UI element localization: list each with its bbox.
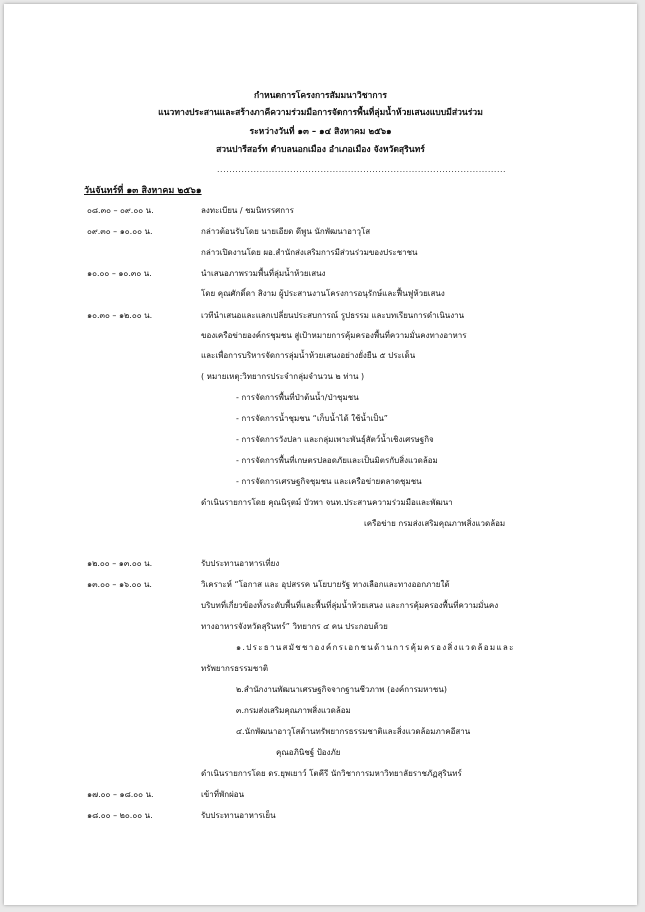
session-desc: บริบทที่เกี่ยวข้องทั้งระดับพื้นที่และพื้นที่ลุ่มน้ำห้วยเสนง และการคุ้มครองพื้นที่ความมั่นคง (201, 601, 499, 610)
session-desc: กล่าวต้อนรับโดย นายเอียด ดีพูน นักพัฒนาอาวุโส (201, 227, 371, 236)
day-heading: วันจันทร์ที่ ๑๓ สิงหาคม ๒๕๖๑ (84, 186, 202, 196)
topic-item: - การจัดการพื้นที่ป่าต้นน้ำ/ป่าชุมชน (236, 393, 359, 402)
speaker-item: ๔.นักพัฒนาอาวุโสด้านทรัพยากรธรรมชาติและสิ่งแวดล้อมภาคอีสาน (236, 727, 471, 736)
time-slot: ๑๗.๐๐ – ๑๘.๐๐ น. (87, 790, 154, 799)
time-slot: ๑๒.๐๐ – ๑๓.๐๐ น. (87, 559, 153, 568)
doc-subtitle: แนวทางประสานและสร้างภาคีความร่วมมือการจัดการพื้นที่ลุ่มน้ำห้วยเสนงแบบมีส่วนร่วม (158, 108, 483, 118)
doc-venue: สวนปารีสอร์ท ตำบลนอกเมือง อำเภอเมือง จังหวัดสุรินทร์ (216, 145, 425, 155)
session-desc: ทางอาหารจังหวัดสุรินทร์” วิทยากร ๔ คน ประกอบด้วย (201, 622, 388, 631)
speaker-item: ๑.ประธานสมัชชาองค์กรเอกชนด้านการคุ้มครองสิ่งแวดล้อมและ (236, 643, 515, 652)
topic-item: - การจัดการพื้นที่เกษตรปลอดภัยและเป็นมิตรกับสิ่งแวดล้อม (236, 456, 438, 465)
speaker-item: ทรัพยากรธรรมชาติ (201, 664, 269, 673)
time-slot: ๑๓.๐๐ – ๑๖.๐๐ น. (87, 580, 152, 589)
moderator-line: ดำเนินรายการโดย คุณนิรุตม์ บัวพา จนท.ประสานความร่วมมือและพัฒนา (201, 498, 453, 507)
topic-item: - การจัดการน้ำชุมชน “เก็บน้ำได้ ใช้น้ำเป็น” (236, 414, 388, 423)
session-desc: ลงทะเบียน / ชมนิทรรศการ (201, 206, 294, 215)
header-separator: ............................................................................................... (217, 165, 507, 174)
speaker-item: ๓.กรมส่งเสริมคุณภาพสิ่งแวดล้อม (236, 706, 351, 715)
time-slot: ๑๐.๐๐ – ๑๐.๓๐ น. (87, 269, 152, 278)
doc-title: กำหนดการโครงการสัมมนาวิชาการ (253, 91, 388, 101)
time-slot: ๐๘.๓๐ – ๐๙.๐๐ น. (87, 206, 154, 215)
speaker-name: คุณอภินิชฐ์ ป้องภัย (276, 748, 341, 757)
topic-item: - การจัดการวังปลา และกลุ่มเพาะพันธุ์สัตว์น้ำเชิงเศรษฐกิจ (236, 435, 434, 444)
session-desc: นำเสนอภาพรวมพื้นที่ลุ่มน้ำห้วยเสนง (201, 269, 326, 278)
session-desc: และเพื่อการบริหารจัดการลุ่มน้ำห้วยเสนงอย่างยั่งยืน ๕ ประเด็น (201, 351, 416, 360)
session-desc: เวทีนำเสนอและแลกเปลี่ยนประสบการณ์ รูปธรรม และบทเรียนการดำเนินงาน (201, 311, 465, 320)
document-page (4, 4, 637, 905)
session-desc: วิเคราะห์ “โอกาส และ อุปสรรค นโยบายรัฐ ทางเลือกและทางออกภายใต้ (201, 580, 450, 589)
session-desc: กล่าวเปิดงานโดย ผอ.สำนักส่งเสริมการมีส่วนร่วมของประชาชน (201, 248, 418, 257)
session-desc: โดย คุณศักดิ์ดา สิงาม ผู้ประสานงานโครงการอนุรักษ์และฟื้นฟูห้วยเสนง (201, 289, 445, 298)
session-desc: ของเครือข่ายองค์กรชุมชน สู่เป้าหมายการคุ้มครองพื้นที่ความมั่นคงทางอาหาร (201, 331, 467, 340)
time-slot: ๑๘.๐๐ – ๒๐.๐๐ น. (87, 811, 153, 820)
speaker-item: ๒.สำนักงานพัฒนาเศรษฐกิจจากฐานชีวภาพ (องค์การมหาชน) (236, 685, 447, 694)
session-desc: รับประทานอาหารเที่ยง (201, 559, 280, 568)
topic-item: - การจัดการเศรษฐกิจชุมชน และเครือข่ายตลาดชุมชน (236, 477, 422, 486)
time-slot: ๐๙.๓๐ – ๑๐.๐๐ น. (87, 227, 153, 236)
session-desc: เข้าที่พักผ่อน (201, 790, 245, 799)
doc-date-range: ระหว่างวันที่ ๑๓ – ๑๔ สิงหาคม ๒๕๖๑ (249, 127, 392, 137)
session-note: ( หมายเหตุ:วิทยากรประจำกลุ่มจำนวน ๒ ท่าน ) (201, 372, 365, 381)
moderator-line: เครือข่าย กรมส่งเสริมคุณภาพสิ่งแวดล้อม (364, 519, 506, 528)
session-desc: รับประทานอาหารเย็น (201, 811, 276, 820)
moderator-line: ดำเนินรายการโดย ดร.ยุพเยาว์ โตคีรี นักวิชาการมหาวิทยาลัยราชภัฏสุรินทร์ (201, 769, 462, 778)
time-slot: ๑๐.๓๐ – ๑๒.๐๐ น. (87, 311, 153, 320)
